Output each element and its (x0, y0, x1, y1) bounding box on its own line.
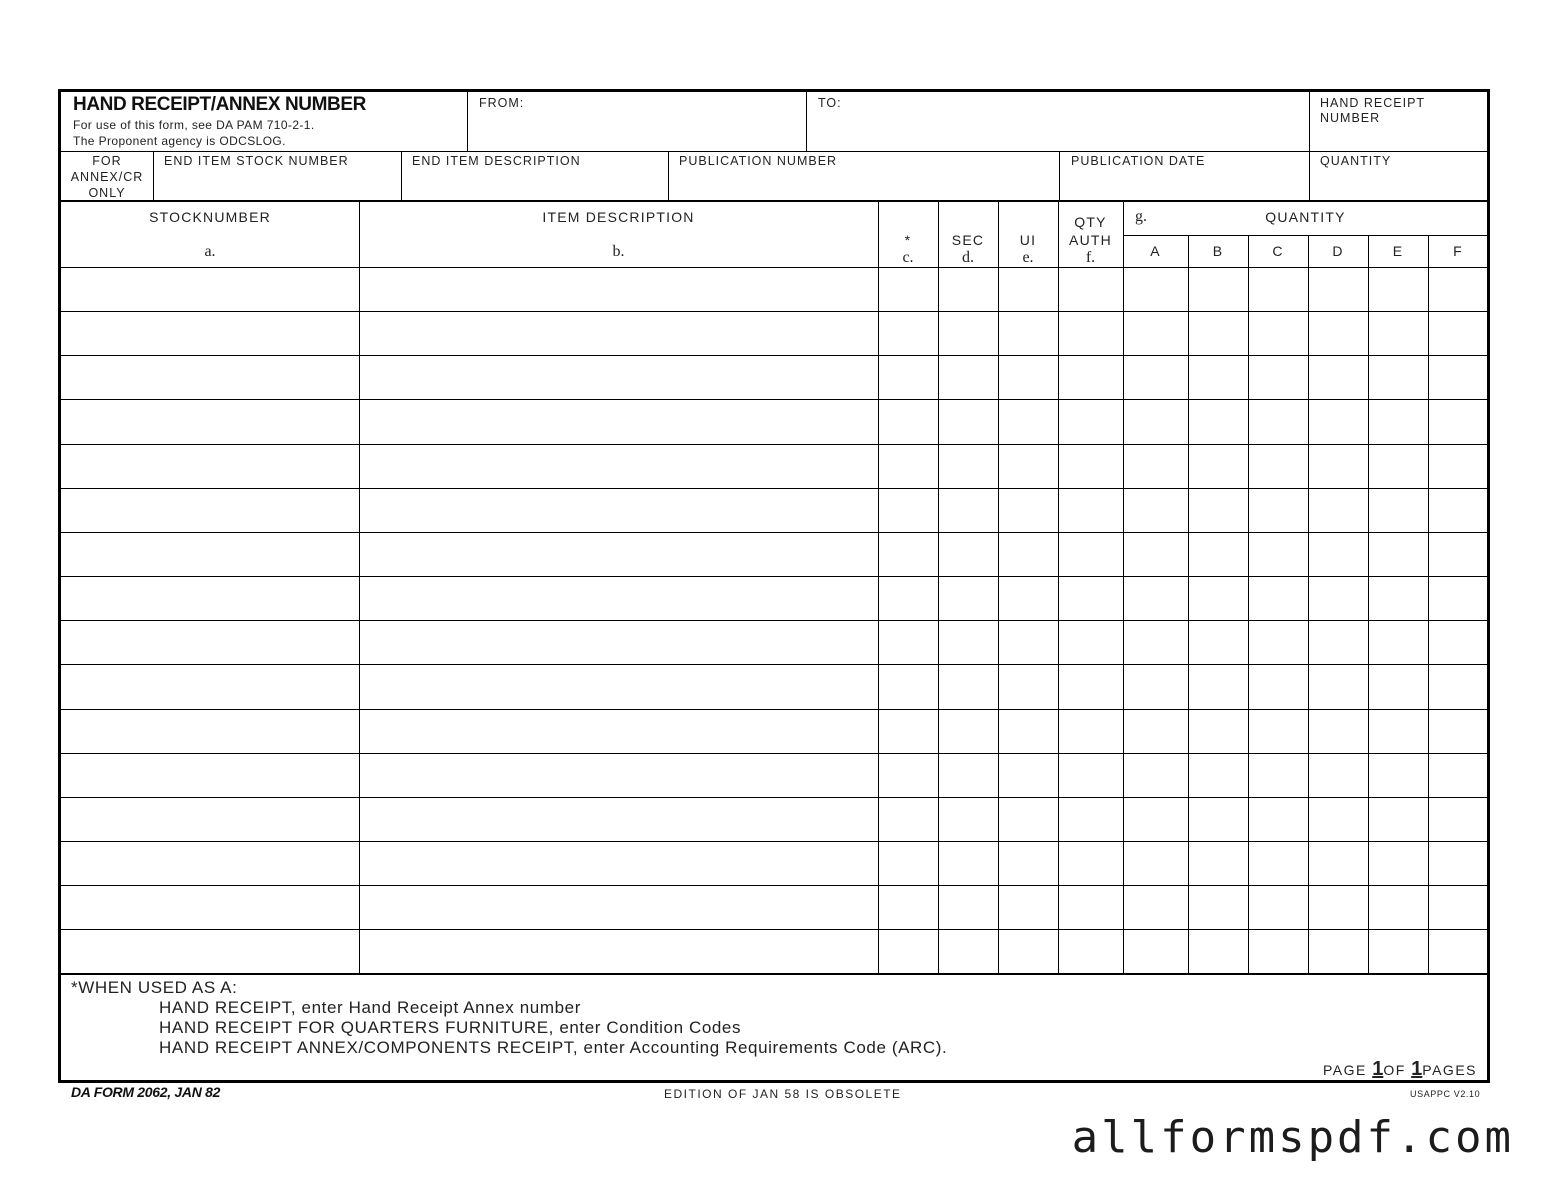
end-item-stock-number-field[interactable] (154, 152, 401, 200)
qty-f-cell[interactable] (1428, 267, 1488, 311)
table-row (61, 664, 1488, 708)
qty-e-cell[interactable] (1368, 311, 1428, 355)
qty-c-cell[interactable] (1248, 797, 1308, 841)
sec-cell[interactable] (938, 709, 998, 753)
star-code-cell[interactable] (878, 311, 938, 355)
qty-e-cell[interactable] (1368, 532, 1428, 576)
stock-number-cell[interactable] (61, 399, 359, 443)
table-row (61, 444, 1488, 488)
ui-cell[interactable] (998, 488, 1058, 532)
col-g-letter: g. (1135, 208, 1147, 225)
qty-f-cell[interactable] (1428, 709, 1488, 753)
qty-e-cell[interactable] (1368, 664, 1428, 708)
qty-c-cell[interactable] (1248, 929, 1308, 973)
qty-d-cell[interactable] (1308, 311, 1368, 355)
ui-cell[interactable] (998, 929, 1058, 973)
star-code-cell[interactable] (878, 355, 938, 399)
qty-d-cell[interactable] (1308, 355, 1368, 399)
qty-auth-cell[interactable] (1058, 488, 1123, 532)
stock-number-cell[interactable] (61, 620, 359, 664)
ui-cell[interactable] (998, 885, 1058, 929)
divider (61, 200, 1488, 202)
sec-cell[interactable] (938, 267, 998, 311)
qty-auth-cell[interactable] (1058, 929, 1123, 973)
qty-e-cell[interactable] (1368, 355, 1428, 399)
form-title: HAND RECEIPT/ANNEX NUMBER (73, 94, 366, 115)
pages-label: PAGES (1422, 1062, 1477, 1078)
qty-b-cell[interactable] (1188, 797, 1248, 841)
qty-f-cell[interactable] (1428, 929, 1488, 973)
item-description-cell[interactable] (359, 841, 878, 885)
hand-receipt-number-label-2: NUMBER (1320, 111, 1381, 125)
qty-c-cell[interactable] (1248, 885, 1308, 929)
star-code-cell[interactable] (878, 709, 938, 753)
qty-c-cell[interactable] (1248, 355, 1308, 399)
stock-number-cell[interactable] (61, 885, 359, 929)
qty-a-cell[interactable] (1123, 841, 1188, 885)
table-row (61, 929, 1488, 973)
ui-cell[interactable] (998, 753, 1058, 797)
qty-auth-cell[interactable] (1058, 399, 1123, 443)
star-code-cell[interactable] (878, 267, 938, 311)
qty-f-cell[interactable] (1428, 797, 1488, 841)
item-description-cell[interactable] (359, 399, 878, 443)
qty-c-cell[interactable] (1248, 576, 1308, 620)
sec-cell[interactable] (938, 797, 998, 841)
qty-e-cell[interactable] (1368, 841, 1428, 885)
table-row (61, 576, 1488, 620)
item-description-cell[interactable] (359, 664, 878, 708)
table-row (61, 532, 1488, 576)
col-sec: SEC (951, 232, 985, 248)
item-description-cell[interactable] (359, 576, 878, 620)
qty-auth-cell[interactable] (1058, 576, 1123, 620)
use-note: For use of this form, see DA PAM 710-2-1. (73, 118, 315, 132)
sec-cell[interactable] (938, 841, 998, 885)
sec-cell[interactable] (938, 355, 998, 399)
qty-a-cell[interactable] (1123, 355, 1188, 399)
qty-f-cell[interactable] (1428, 355, 1488, 399)
item-description-cell[interactable] (359, 797, 878, 841)
col-stock-letter: a. (204, 243, 216, 260)
qty-d-cell[interactable] (1308, 532, 1368, 576)
item-description-cell[interactable] (359, 753, 878, 797)
qty-auth-cell[interactable] (1058, 311, 1123, 355)
col-ui: UI (1019, 232, 1037, 248)
qty-c-cell[interactable] (1248, 664, 1308, 708)
qty-e-cell[interactable] (1368, 576, 1428, 620)
stock-number-cell[interactable] (61, 488, 359, 532)
qty-f-cell[interactable] (1428, 620, 1488, 664)
qty-a-cell[interactable] (1123, 267, 1188, 311)
qty-b-cell[interactable] (1188, 664, 1248, 708)
table-row (61, 355, 1488, 399)
stock-number-cell[interactable] (61, 576, 359, 620)
qty-auth-cell[interactable] (1058, 709, 1123, 753)
sec-cell[interactable] (938, 753, 998, 797)
qty-f-cell[interactable] (1428, 664, 1488, 708)
ui-cell[interactable] (998, 532, 1058, 576)
qty-b-cell[interactable] (1188, 929, 1248, 973)
stock-number-cell[interactable] (61, 444, 359, 488)
qty-auth-cell[interactable] (1058, 532, 1123, 576)
qty-c-cell[interactable] (1248, 841, 1308, 885)
qty-d-cell[interactable] (1308, 444, 1368, 488)
qty-auth-cell[interactable] (1058, 797, 1123, 841)
qty-auth-cell[interactable] (1058, 841, 1123, 885)
qty-b-cell[interactable] (1188, 885, 1248, 929)
item-description-cell[interactable] (359, 311, 878, 355)
form-id: DA FORM 2062, JAN 82 (71, 1084, 221, 1100)
qty-b-cell[interactable] (1188, 576, 1248, 620)
qty-a-cell[interactable] (1123, 797, 1188, 841)
qty-d-cell[interactable] (1308, 399, 1368, 443)
table-row (61, 753, 1488, 797)
ui-cell[interactable] (998, 576, 1058, 620)
qty-f-cell[interactable] (1428, 576, 1488, 620)
divider (1123, 235, 1488, 236)
qty-f-cell[interactable] (1428, 311, 1488, 355)
page-label: PAGE (1322, 1062, 1367, 1078)
notes-line-3: HAND RECEIPT ANNEX/COMPONENTS RECEIPT, enter Accounting Requirements Code (ARC). (159, 1038, 948, 1057)
stock-number-cell[interactable] (61, 664, 359, 708)
star-code-cell[interactable] (878, 753, 938, 797)
item-description-cell[interactable] (359, 532, 878, 576)
stock-number-cell[interactable] (61, 841, 359, 885)
star-code-cell[interactable] (878, 488, 938, 532)
item-description-cell[interactable] (359, 355, 878, 399)
qty-e-cell[interactable] (1368, 797, 1428, 841)
for-annex-label-3: ONLY (88, 186, 126, 200)
qty-auth-cell[interactable] (1058, 664, 1123, 708)
qty-a-cell[interactable] (1123, 709, 1188, 753)
qty-d-cell[interactable] (1308, 885, 1368, 929)
col-qty-d: D (1332, 243, 1344, 259)
qty-e-cell[interactable] (1368, 885, 1428, 929)
col-quantity: QUANTITY (1265, 209, 1346, 225)
end-item-description-field[interactable] (402, 152, 668, 200)
item-description-cell[interactable] (359, 488, 878, 532)
publication-date-field[interactable] (1060, 152, 1309, 200)
qty-b-cell[interactable] (1188, 709, 1248, 753)
qty-b-cell[interactable] (1188, 488, 1248, 532)
from-field[interactable] (468, 92, 806, 151)
proponent-note: The Proponent agency is ODCSLOG. (73, 134, 286, 148)
ui-cell[interactable] (998, 267, 1058, 311)
qty-a-cell[interactable] (1123, 929, 1188, 973)
of-label: OF (1383, 1062, 1406, 1078)
qty-auth-cell[interactable] (1058, 444, 1123, 488)
col-qty-e: E (1392, 243, 1404, 259)
qty-auth-cell[interactable] (1058, 355, 1123, 399)
col-qty-auth-2: AUTH (1069, 232, 1112, 248)
star-code-cell[interactable] (878, 841, 938, 885)
sec-cell[interactable] (938, 532, 998, 576)
stock-number-cell[interactable] (61, 355, 359, 399)
col-item-description: ITEM DESCRIPTION (542, 209, 695, 225)
sec-cell[interactable] (938, 929, 998, 973)
qty-e-cell[interactable] (1368, 444, 1428, 488)
hand-receipt-form (58, 89, 1490, 1083)
quantity-field[interactable] (1310, 152, 1488, 200)
stock-number-cell[interactable] (61, 311, 359, 355)
to-label: TO: (818, 96, 842, 110)
col-qty-f: F (1453, 243, 1463, 259)
col-ui-letter: e. (1022, 249, 1034, 266)
grid-row-line (61, 973, 1488, 975)
table-row (61, 620, 1488, 664)
sec-cell[interactable] (938, 576, 998, 620)
item-description-cell[interactable] (359, 885, 878, 929)
qty-a-cell[interactable] (1123, 885, 1188, 929)
table-row (61, 488, 1488, 532)
qty-c-cell[interactable] (1248, 620, 1308, 664)
qty-b-cell[interactable] (1188, 620, 1248, 664)
qty-f-cell[interactable] (1428, 444, 1488, 488)
hand-receipt-number-label: HAND RECEIPT (1320, 96, 1426, 110)
col-qty-auth-1: QTY (1074, 214, 1107, 230)
stock-number-cell[interactable] (61, 267, 359, 311)
publication-number-label: PUBLICATION NUMBER (679, 154, 838, 168)
version-label: USAPPC V2.10 (1410, 1089, 1481, 1099)
ui-cell[interactable] (998, 797, 1058, 841)
ui-cell[interactable] (998, 841, 1058, 885)
qty-b-cell[interactable] (1188, 311, 1248, 355)
notes-line-1: HAND RECEIPT, enter Hand Receipt Annex number (159, 998, 581, 1017)
col-star-letter: c. (902, 249, 914, 266)
qty-a-cell[interactable] (1123, 399, 1188, 443)
col-stock-number: STOCKNUMBER (149, 209, 271, 225)
qty-e-cell[interactable] (1368, 753, 1428, 797)
table-row (61, 399, 1488, 443)
qty-b-cell[interactable] (1188, 355, 1248, 399)
item-description-cell[interactable] (359, 929, 878, 973)
ui-cell[interactable] (998, 709, 1058, 753)
star-code-cell[interactable] (878, 929, 938, 973)
qty-c-cell[interactable] (1248, 753, 1308, 797)
ui-cell[interactable] (998, 399, 1058, 443)
table-row (61, 885, 1488, 929)
qty-e-cell[interactable] (1368, 399, 1428, 443)
table-row (61, 311, 1488, 355)
qty-c-cell[interactable] (1248, 267, 1308, 311)
sec-cell[interactable] (938, 399, 998, 443)
stock-number-cell[interactable] (61, 532, 359, 576)
qty-f-cell[interactable] (1428, 532, 1488, 576)
item-description-cell[interactable] (359, 444, 878, 488)
qty-d-cell[interactable] (1308, 267, 1368, 311)
qty-d-cell[interactable] (1308, 620, 1368, 664)
sec-cell[interactable] (938, 620, 998, 664)
stock-number-cell[interactable] (61, 753, 359, 797)
col-qty-auth-letter: f. (1085, 249, 1096, 266)
qty-b-cell[interactable] (1188, 841, 1248, 885)
watermark: allformspdf.com (1071, 1112, 1514, 1163)
qty-f-cell[interactable] (1428, 399, 1488, 443)
stock-number-cell[interactable] (61, 797, 359, 841)
qty-f-cell[interactable] (1428, 885, 1488, 929)
star-code-cell[interactable] (878, 444, 938, 488)
notes-line-2: HAND RECEIPT FOR QUARTERS FURNITURE, enter Condition Codes (159, 1018, 742, 1037)
qty-a-cell[interactable] (1123, 444, 1188, 488)
qty-d-cell[interactable] (1308, 753, 1368, 797)
qty-d-cell[interactable] (1308, 488, 1368, 532)
col-qty-c: C (1272, 243, 1284, 259)
qty-auth-cell[interactable] (1058, 885, 1123, 929)
qty-a-cell[interactable] (1123, 664, 1188, 708)
notes-heading: *WHEN USED AS A: (71, 978, 238, 997)
qty-auth-cell[interactable] (1058, 753, 1123, 797)
page-indicator (1323, 1058, 1477, 1081)
item-description-cell[interactable] (359, 620, 878, 664)
page-total: 1 (1411, 1058, 1423, 1080)
ui-cell[interactable] (998, 311, 1058, 355)
qty-c-cell[interactable] (1248, 311, 1308, 355)
table-row (61, 267, 1488, 311)
qty-d-cell[interactable] (1308, 709, 1368, 753)
qty-d-cell[interactable] (1308, 929, 1368, 973)
end-item-description-label: END ITEM DESCRIPTION (412, 154, 581, 168)
qty-d-cell[interactable] (1308, 841, 1368, 885)
stock-number-cell[interactable] (61, 929, 359, 973)
table-row (61, 797, 1488, 841)
col-sec-letter: d. (962, 249, 974, 266)
ui-cell[interactable] (998, 664, 1058, 708)
qty-e-cell[interactable] (1368, 709, 1428, 753)
for-annex-label-2: ANNEX/CR (70, 170, 144, 184)
qty-auth-cell[interactable] (1058, 620, 1123, 664)
sec-cell[interactable] (938, 444, 998, 488)
qty-c-cell[interactable] (1248, 488, 1308, 532)
publication-number-field[interactable] (669, 152, 1059, 200)
qty-e-cell[interactable] (1368, 488, 1428, 532)
stock-number-cell[interactable] (61, 709, 359, 753)
qty-a-cell[interactable] (1123, 532, 1188, 576)
item-description-cell[interactable] (359, 267, 878, 311)
qty-c-cell[interactable] (1248, 399, 1308, 443)
qty-e-cell[interactable] (1368, 620, 1428, 664)
from-label: FROM: (479, 96, 525, 110)
star-code-cell[interactable] (878, 532, 938, 576)
qty-b-cell[interactable] (1188, 753, 1248, 797)
ui-cell[interactable] (998, 355, 1058, 399)
qty-c-cell[interactable] (1248, 532, 1308, 576)
star-code-cell[interactable] (878, 576, 938, 620)
col-qty-a: A (1150, 243, 1161, 259)
quantity-label: QUANTITY (1320, 154, 1392, 168)
qty-a-cell[interactable] (1123, 311, 1188, 355)
sec-cell[interactable] (938, 311, 998, 355)
to-field[interactable] (807, 92, 1309, 151)
qty-b-cell[interactable] (1188, 267, 1248, 311)
qty-a-cell[interactable] (1123, 488, 1188, 532)
star-code-cell[interactable] (878, 797, 938, 841)
sec-cell[interactable] (938, 885, 998, 929)
qty-e-cell[interactable] (1368, 929, 1428, 973)
star-code-cell[interactable] (878, 664, 938, 708)
publication-date-label: PUBLICATION DATE (1071, 154, 1206, 168)
qty-e-cell[interactable] (1368, 267, 1428, 311)
qty-d-cell[interactable] (1308, 664, 1368, 708)
sec-cell[interactable] (938, 664, 998, 708)
item-description-cell[interactable] (359, 709, 878, 753)
qty-b-cell[interactable] (1188, 444, 1248, 488)
col-qty-b: B (1212, 243, 1224, 259)
col-star: * (904, 232, 912, 248)
col-item-letter: b. (612, 243, 625, 260)
star-code-cell[interactable] (878, 620, 938, 664)
qty-auth-cell[interactable] (1058, 267, 1123, 311)
ui-cell[interactable] (998, 444, 1058, 488)
qty-a-cell[interactable] (1123, 753, 1188, 797)
qty-f-cell[interactable] (1428, 488, 1488, 532)
ui-cell[interactable] (998, 620, 1058, 664)
star-code-cell[interactable] (878, 885, 938, 929)
end-item-stock-number-label: END ITEM STOCK NUMBER (164, 154, 349, 168)
qty-c-cell[interactable] (1248, 444, 1308, 488)
qty-b-cell[interactable] (1188, 399, 1248, 443)
table-row (61, 709, 1488, 753)
sec-cell[interactable] (938, 488, 998, 532)
qty-f-cell[interactable] (1428, 841, 1488, 885)
qty-a-cell[interactable] (1123, 620, 1188, 664)
qty-c-cell[interactable] (1248, 709, 1308, 753)
star-code-cell[interactable] (878, 399, 938, 443)
qty-a-cell[interactable] (1123, 576, 1188, 620)
for-annex-label-1: FOR (92, 154, 122, 168)
edition-note: EDITION OF JAN 58 IS OBSOLETE (664, 1087, 902, 1101)
qty-f-cell[interactable] (1428, 753, 1488, 797)
qty-d-cell[interactable] (1308, 797, 1368, 841)
qty-b-cell[interactable] (1188, 532, 1248, 576)
page-number: 1 (1372, 1058, 1384, 1080)
table-row (61, 841, 1488, 885)
qty-d-cell[interactable] (1308, 576, 1368, 620)
hand-receipt-number-field[interactable] (1310, 92, 1488, 151)
